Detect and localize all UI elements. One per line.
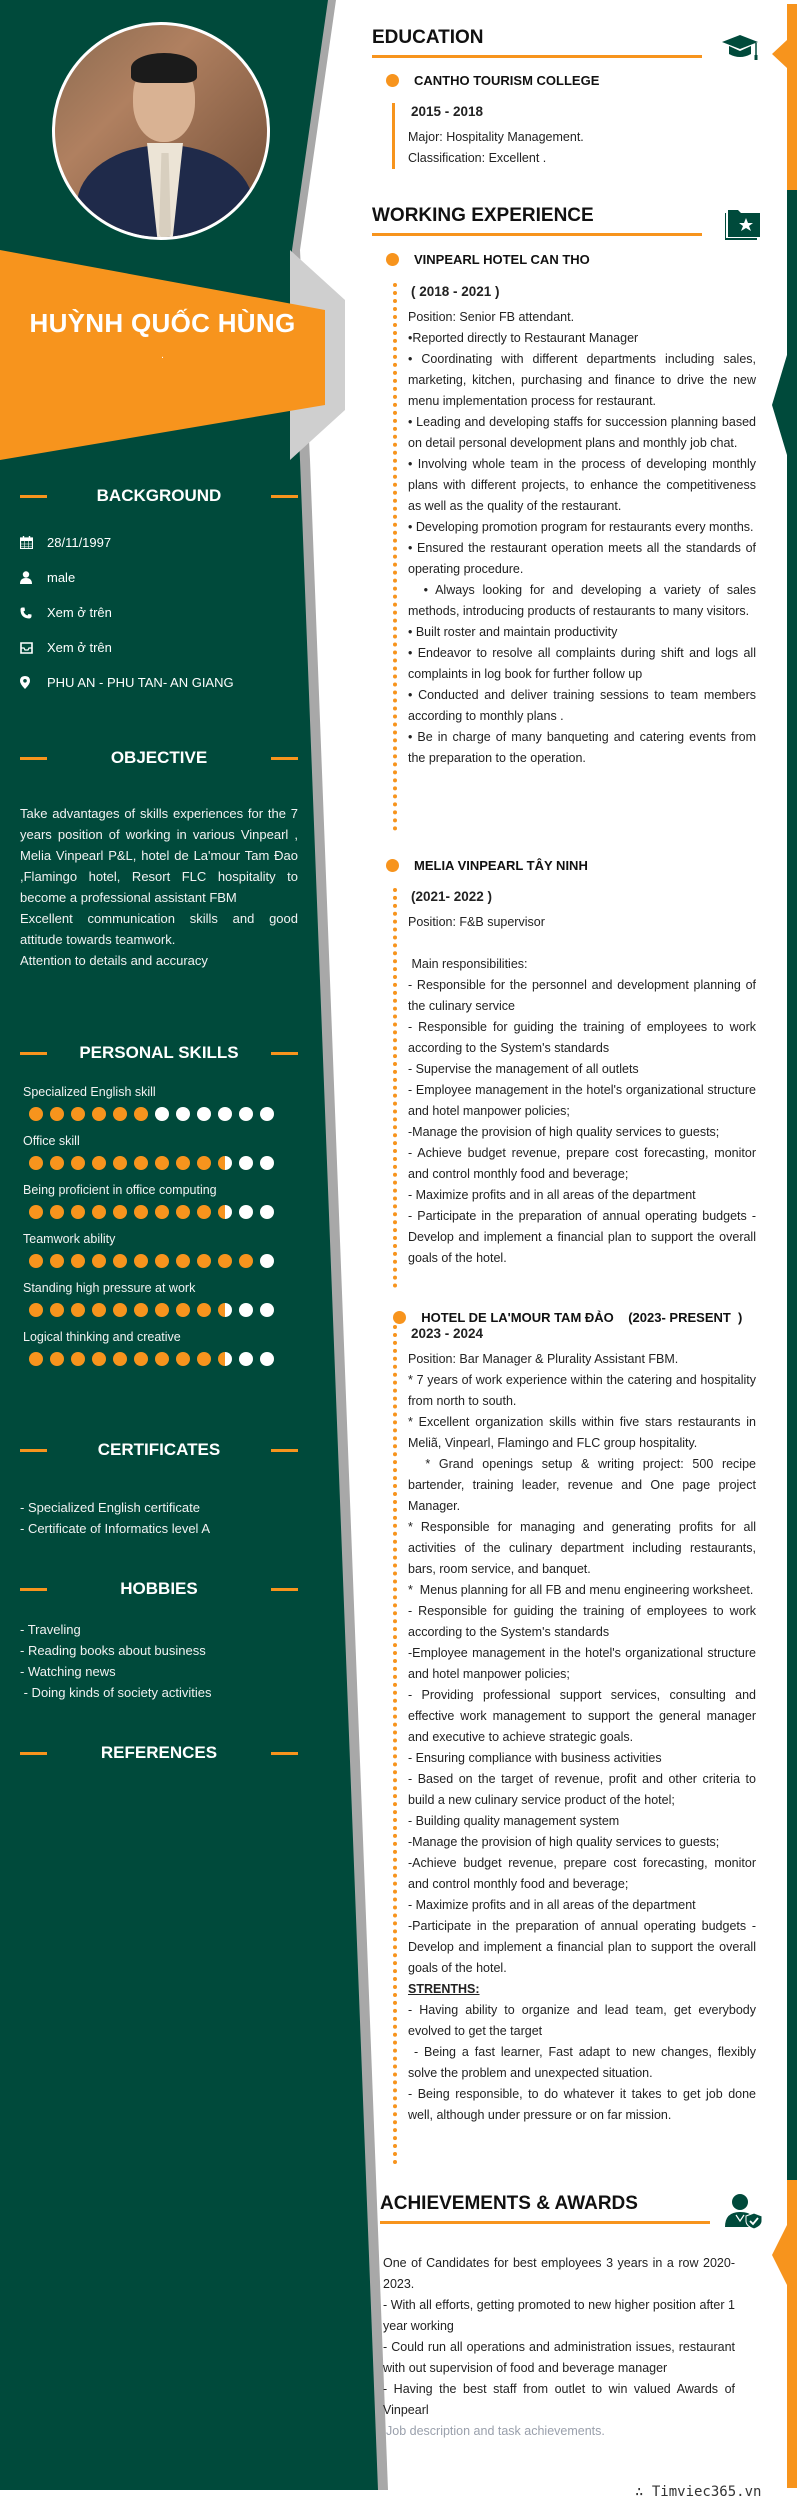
job-line: Position: F&B supervisor (408, 915, 545, 929)
rating-dot-icon (260, 1205, 274, 1219)
job-line: • Developing promotion program for restaurants every months. (408, 520, 754, 534)
rating-dot-icon (197, 1303, 211, 1317)
job-line: - Having ability to organize and lead team, get everybody evolved to get the target (408, 2003, 760, 2038)
calendar-icon (20, 536, 47, 549)
rating-dot-icon (218, 1107, 232, 1121)
job-line: -Manage the provision of high quality services to guests; (408, 1125, 720, 1139)
user-shield-icon (725, 2193, 765, 2234)
rating-dot-icon (239, 1205, 253, 1219)
timeline-bullet-icon (386, 859, 399, 872)
job-line: * 7 years of work experience within the catering and hospitality from north to south. (408, 1373, 760, 1408)
job-line: - Participate in the preparation of annual operating budgets - Develop and implement a financial plan to support the overall goals of the hotel. (408, 1209, 760, 1265)
rating-dot-icon (71, 1254, 85, 1268)
rating-dot-icon (197, 1254, 211, 1268)
skill-rating (23, 1105, 293, 1132)
rating-dot-icon (71, 1107, 85, 1121)
rating-dot-icon (176, 1303, 190, 1317)
location-icon (20, 676, 47, 689)
job-period: 2023 - 2024 (411, 1326, 484, 1341)
section-title-objective: OBJECTIVE (20, 748, 298, 768)
job-line: - Employee management in the hotel's organizational structure and hotel manpower policies; (408, 1083, 760, 1118)
rating-dot-icon (92, 1303, 106, 1317)
rating-dot-icon (134, 1254, 148, 1268)
job-line: • Endeavor to resolve all complaints during shift and logs all complaints in log book for further follow up (408, 646, 760, 681)
rating-dot-icon (29, 1254, 43, 1268)
certificates-list (20, 1497, 300, 1539)
email-value: Xem ở trên (47, 640, 112, 655)
rating-dot-icon (260, 1254, 274, 1268)
rating-dot-icon (113, 1303, 127, 1317)
job-line (408, 933, 756, 954)
phone-icon (20, 607, 47, 619)
gender-row (20, 560, 300, 595)
job-line: -Achieve budget revenue, prepare cost forecasting, monitor and control monthly food and beverage; (408, 1856, 760, 1891)
skill-rating (23, 1154, 293, 1181)
job-line: • Leading and developing staffs for succession planning based on detail personal development plans and monthly job chat. (408, 415, 760, 450)
address-row (20, 665, 300, 700)
skills-list (23, 1083, 293, 1377)
candidate-name: HUỲNH QUỐC HÙNG (29, 308, 296, 338)
rating-dot-icon (92, 1107, 106, 1121)
education-timeline-line (392, 103, 395, 169)
job-line: - Responsible for guiding the training of employees to work according to the System's standards (408, 1604, 760, 1639)
rating-dot-icon (29, 1352, 43, 1366)
rating-dot-icon (239, 1352, 253, 1366)
skill-name: Teamwork ability (23, 1232, 116, 1246)
job-line: Position: Bar Manager & Plurality Assistant FBM. (408, 1352, 679, 1366)
job-line: - Responsible for guiding the training of employees to work according to the System's standards (408, 1020, 760, 1055)
rating-dot-icon (197, 1352, 211, 1366)
job-line: • Be in charge of many banqueting and catering events from the preparation to the operation. (408, 730, 760, 765)
achievements-text: One of Candidates for best employees 3 years in a row 2020-2023. - With all efforts, getting promoted to new higher position after 1 year working - Could run all operations and administration issues, restaurant with out supervision of food and beverage manager - Having the best staff from outlet to win valued Awards of Vinpearl Job description and task achievements. (383, 2253, 735, 2442)
gender-value: male (47, 570, 76, 585)
skill-name: Being proficient in office computing (23, 1183, 217, 1197)
section-title-hobbies: HOBBIES (20, 1579, 298, 1599)
rating-dot-icon (50, 1254, 64, 1268)
rating-dot-icon (155, 1254, 169, 1268)
strip-notch-middle (772, 355, 787, 455)
rating-dot-icon (155, 1352, 169, 1366)
rating-dot-icon (71, 1156, 85, 1170)
rating-dot-icon (134, 1303, 148, 1317)
hobbies-list (20, 1619, 300, 1703)
rating-dot-icon (113, 1107, 127, 1121)
rating-dot-icon (134, 1352, 148, 1366)
rating-dot-icon (113, 1254, 127, 1268)
job-line: • Conducted and deliver training sessions to team members according to monthly plans . (408, 688, 760, 723)
rating-dot-icon (92, 1156, 106, 1170)
rating-dot-icon (260, 1303, 274, 1317)
job-line: - Being a fast learner, Fast adapt to new changes, flexibly solve the problem and unexpected situation. (408, 2045, 760, 2080)
strip-notch-bottom (772, 2225, 787, 2285)
rating-dot-icon (113, 1156, 127, 1170)
job-line: - Maximize profits and in all areas of the department (408, 1188, 696, 1202)
avatar (52, 22, 270, 240)
objective-text: Take advantages of skills experiences for the 7 years position of working in various Vinpearl , Melia Vinpearl P&L, hotel de La'mour Tam Đao ,Flamingo hotel, Resort FLC hospitality to become a professional assistant FBM Excellent communication skills and good attitude towards teamwork. Attention to details and accuracy (20, 806, 298, 968)
job-company: VINPEARL HOTEL CAN THO (386, 252, 590, 267)
job-line: - Being responsible, to do whatever it takes to get job done well, although under pressure or on far mission. (408, 2087, 760, 2122)
rating-dot-icon (155, 1205, 169, 1219)
rating-dot-icon (176, 1156, 190, 1170)
candidate-subtitle: . (161, 350, 164, 361)
email-icon (20, 642, 47, 654)
hobby-item: - Traveling (20, 1622, 81, 1637)
timeline-bullet-icon (393, 1311, 406, 1324)
job-line: - Ensuring compliance with business activities (408, 1751, 662, 1765)
rating-dot-icon (113, 1205, 127, 1219)
hobby-item: - Doing kinds of society activities (20, 1685, 212, 1700)
folder-star-icon (725, 207, 763, 246)
rating-dot-icon (176, 1205, 190, 1219)
rating-dot-icon (155, 1156, 169, 1170)
skill-name: Office skill (23, 1134, 80, 1148)
rating-dot-icon (50, 1107, 64, 1121)
section-title-background: BACKGROUND (20, 486, 298, 506)
rating-dot-icon (218, 1254, 232, 1268)
strengths-title: STRENTHS: (408, 1982, 480, 1996)
job-line: • Ensured the restaurant operation meets all the standards of operating procedure. (408, 541, 760, 576)
rating-dot-icon (176, 1352, 190, 1366)
job-timeline-dots (393, 1325, 397, 2165)
job-company: HOTEL DE LA'MOUR TAM ĐẢO (2023- PRESENT ) (386, 1295, 742, 1325)
hobby-item: - Reading books about business (20, 1643, 206, 1658)
skill-rating (23, 1203, 293, 1230)
rating-dot-icon (29, 1156, 43, 1170)
rating-dot-icon (71, 1303, 85, 1317)
rating-dot-icon (92, 1205, 106, 1219)
section-title-achievements: ACHIEVEMENTS & AWARDS (380, 2193, 710, 2224)
job-details (408, 1323, 760, 2126)
right-accent-strip-middle (787, 190, 797, 2180)
job-timeline-dots (393, 283, 397, 831)
education-period: 2015 - 2018 (411, 104, 484, 119)
job-line: - Maximize profits and in all areas of the department (408, 1898, 696, 1912)
job-line: * Grand openings setup & writing project: 500 recipe bartender, training leader, revenue and One page project Manager. (408, 1457, 760, 1513)
rating-dot-icon (71, 1352, 85, 1366)
rating-dot-icon (29, 1205, 43, 1219)
rating-dot-icon (92, 1254, 106, 1268)
rating-dot-icon (260, 1107, 274, 1121)
certificate-item: - Specialized English certificate (20, 1500, 200, 1515)
birthdate-row (20, 525, 300, 560)
email-row (20, 630, 300, 665)
certificate-item: - Certificate of Informatics level A (20, 1521, 211, 1536)
hobby-item: - Watching news (20, 1664, 116, 1679)
job-line: Main responsibilities: (408, 957, 528, 971)
job-line: -Participate in the preparation of annual operating budgets - Develop and implement a financial plan to support the overall goals of the hotel. (408, 1919, 760, 1975)
graduation-cap-icon (720, 32, 764, 67)
job-line: * Excellent organization skills within five stars restaurants in Meliã, Vinpearl, Flamingo and FLC group hospitality. (408, 1415, 760, 1450)
rating-dot-icon (176, 1107, 190, 1121)
rating-dot-icon (239, 1254, 253, 1268)
section-title-personal-skills: PERSONAL SKILLS (20, 1043, 298, 1063)
rating-dot-icon (197, 1156, 211, 1170)
job-line: - Achieve budget revenue, prepare cost forecasting, monitor and control monthly food and beverage; (408, 1146, 760, 1181)
job-details (408, 281, 760, 769)
job-line: -Manage the provision of high quality services to guests; (408, 1835, 720, 1849)
rating-dot-icon (50, 1303, 64, 1317)
section-title-education: EDUCATION (372, 27, 702, 58)
rating-dot-icon (134, 1205, 148, 1219)
education-details: 2015 - 2018 Major: Hospitality Management. Classification: Excellent . (408, 101, 756, 169)
birthdate-value: 28/11/1997 (47, 535, 112, 550)
rating-dot-icon (50, 1156, 64, 1170)
rating-dot-icon (71, 1205, 85, 1219)
rating-dot-icon (50, 1205, 64, 1219)
job-line: - Responsible for the personnel and development planning of the culinary service (408, 978, 760, 1013)
rating-dot-icon (29, 1303, 43, 1317)
rating-dot-icon (50, 1352, 64, 1366)
rating-dot-icon (92, 1352, 106, 1366)
rating-dot-icon (155, 1107, 169, 1121)
section-title-experience: WORKING EXPERIENCE (372, 205, 702, 236)
job-line: • Involving whole team in the process of developing monthly plans with different projects, to enhance the competitiveness as well as the quality of the restaurant. (408, 457, 760, 513)
right-accent-strip-bottom (787, 2180, 797, 2488)
rating-dot-icon (218, 1156, 232, 1170)
job-line: * Responsible for managing and generating profits for all activities of the culinary department including restaurants, bars, room service, and banquet. (408, 1520, 760, 1576)
job-period: ( 2018 - 2021 ) (411, 284, 500, 299)
skill-name: Specialized English skill (23, 1085, 156, 1099)
job-details (408, 886, 760, 1269)
skill-name: Standing high pressure at work (23, 1281, 196, 1295)
background-list (20, 525, 300, 700)
skill-rating (23, 1350, 293, 1377)
timeline-bullet-icon (386, 74, 399, 87)
rating-dot-icon (218, 1303, 232, 1317)
job-line: • Built roster and maintain productivity (408, 625, 618, 639)
rating-dot-icon (239, 1303, 253, 1317)
job-line: • Coordinating with different departments including sales, marketing, kitchen, purchasing and finance to drive the new menu implementation process for restaurant. (408, 352, 760, 408)
rating-dot-icon (113, 1352, 127, 1366)
job-line: Position: Senior FB attendant. (408, 310, 575, 324)
user-icon (20, 571, 47, 584)
rating-dot-icon (197, 1205, 211, 1219)
education-school: CANTHO TOURISM COLLEGE (386, 73, 599, 88)
job-line: - Providing professional support services, consulting and effective work management to support the general manager and executive to achieve strategic goals. (408, 1688, 760, 1744)
rating-dot-icon (239, 1107, 253, 1121)
timeline-bullet-icon (386, 253, 399, 266)
rating-dot-icon (29, 1107, 43, 1121)
job-line: • Always looking for and developing a variety of sales methods, introducing products of restaurants to many visitors. (408, 583, 760, 618)
watermark: ∴ Timviec365.vn (635, 2484, 762, 2500)
rating-dot-icon (155, 1303, 169, 1317)
rating-dot-icon (134, 1156, 148, 1170)
job-line: - Supervise the management of all outlets (408, 1062, 639, 1076)
job-timeline-dots (393, 888, 397, 1288)
strip-notch-top (772, 40, 787, 68)
rating-dot-icon (176, 1254, 190, 1268)
right-accent-strip-top (787, 4, 797, 190)
job-line: -Employee management in the hotel's organizational structure and hotel manpower policies; (408, 1646, 760, 1681)
skill-rating (23, 1301, 293, 1328)
achievements-placeholder: Job description and task achievements. (386, 2424, 605, 2438)
rating-dot-icon (239, 1156, 253, 1170)
skill-rating (23, 1252, 293, 1279)
rating-dot-icon (218, 1352, 232, 1366)
rating-dot-icon (197, 1107, 211, 1121)
rating-dot-icon (260, 1352, 274, 1366)
address-value: PHU AN - PHU TAN- AN GIANG (47, 675, 234, 690)
job-period: (2021- 2022 ) (411, 889, 493, 904)
rating-dot-icon (134, 1107, 148, 1121)
job-line: •Reported directly to Restaurant Manager (408, 331, 639, 345)
job-company: MELIA VINPEARL TÂY NINH (386, 858, 588, 873)
rating-dot-icon (218, 1205, 232, 1219)
section-title-certificates: CERTIFICATES (20, 1440, 298, 1460)
skill-name: Logical thinking and creative (23, 1330, 181, 1344)
job-line: - Based on the target of revenue, profit and other criteria to build a new culinary service product of the hotel; (408, 1772, 760, 1807)
job-line: * Menus planning for all FB and menu engineering worksheet. (408, 1583, 754, 1597)
rating-dot-icon (260, 1156, 274, 1170)
section-title-references: REFERENCES (20, 1743, 298, 1763)
phone-value: Xem ở trên (47, 605, 112, 620)
phone-row (20, 595, 300, 630)
job-line: - Building quality management system (408, 1814, 620, 1828)
